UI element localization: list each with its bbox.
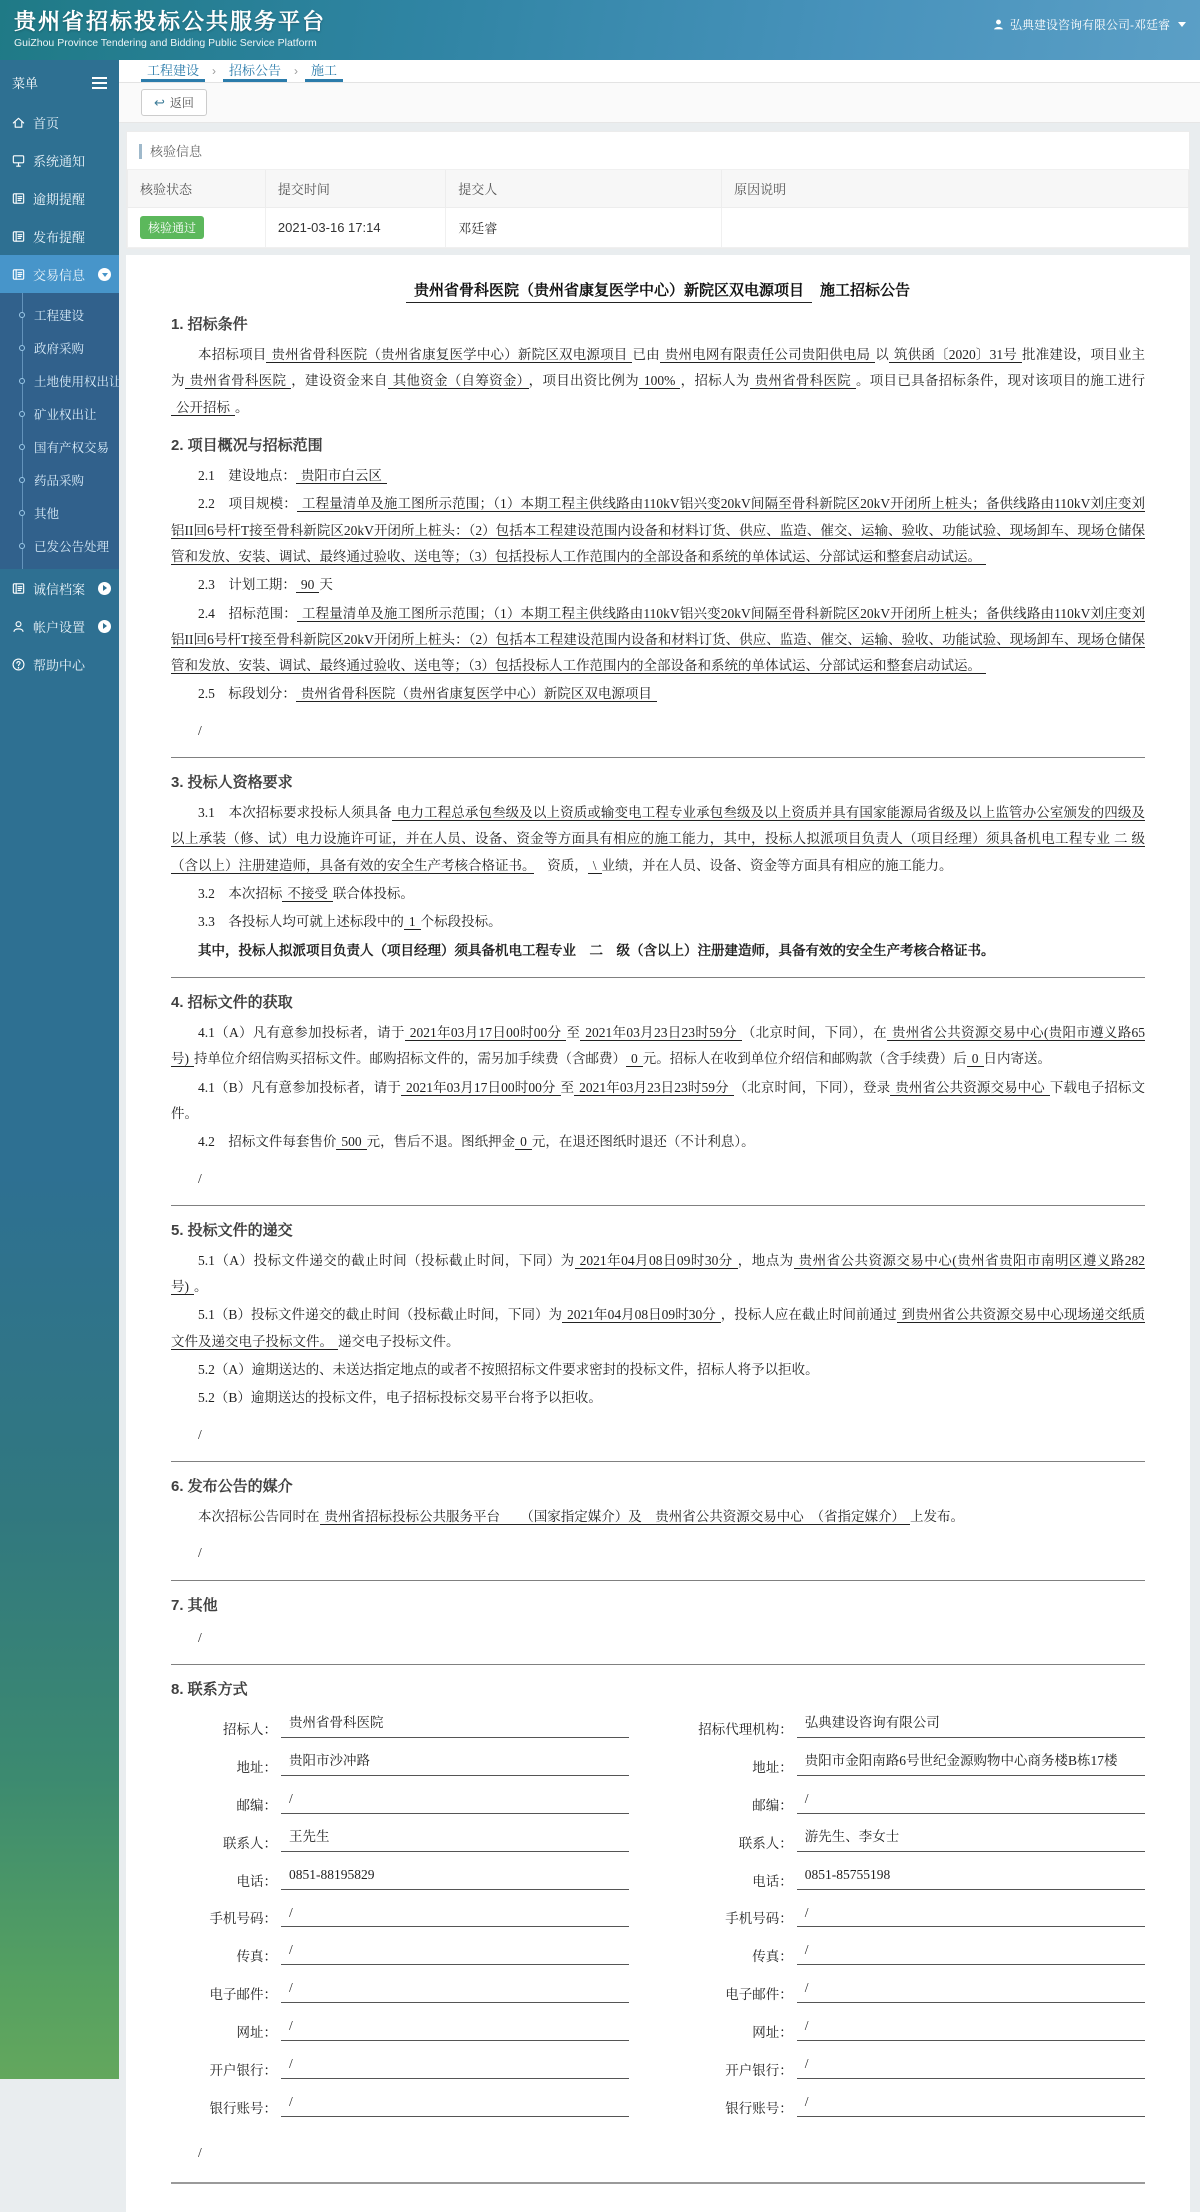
contact-value: / (797, 1903, 1145, 1928)
contact-row (697, 1978, 1145, 2003)
section-8 (171, 1678, 1145, 2184)
empty-slash: / (198, 1170, 202, 1186)
contact-row (181, 2054, 629, 2079)
contact-label: 传真： (236, 1949, 277, 1965)
app-subtitle: GuiZhou Province Tendering and Bidding Public Service Platform (14, 36, 317, 49)
contact-label: 传真： (752, 1949, 793, 1965)
paragraph (171, 1357, 1145, 1383)
text-run: 4.1（B）凡有意参加投标者，请于 (198, 1079, 401, 1095)
contact-value: / (281, 1789, 629, 1814)
sidebar-subitem-construction[interactable] (0, 298, 119, 331)
breadcrumb-item-1[interactable]: 工程建设 (141, 60, 205, 82)
blank-value: 2021年03月23日23时59分 (580, 1025, 742, 1041)
section-5 (171, 1219, 1145, 1462)
contact-row (697, 1789, 1145, 1814)
sidebar-item-publish-reminder[interactable] (0, 217, 119, 255)
contact-row (181, 1789, 629, 1814)
contact-label: 网址： (752, 2025, 793, 2041)
contact-value: / (281, 1978, 629, 2003)
sidebar-item-help-center[interactable] (0, 645, 119, 683)
paragraph (171, 909, 1145, 935)
contact-label: 联系人： (223, 1835, 277, 1851)
text-run: 2.2 项目规模： (198, 496, 297, 512)
text-run: 2.3 计划工期： (198, 577, 296, 593)
blank-value: 贵州省骨科医院 (750, 373, 856, 389)
contact-value: 王先生 (281, 1827, 629, 1852)
contact-row (181, 1903, 629, 1928)
contact-row (181, 2092, 629, 2117)
contact-label: 电子邮件： (209, 1987, 277, 2003)
text-run: ，投标人应在截止时间前通过 (720, 1307, 897, 1323)
back-icon: ↩ (154, 95, 165, 110)
bullet-icon (19, 444, 25, 450)
home-icon (11, 115, 26, 130)
blank-value: 贵州省招标投标公共服务平台 （国家指定媒介）及 贵州省公共资源交易中心 （省指定媒介） (320, 1509, 911, 1525)
contact-label: 地址： (752, 1759, 793, 1775)
blank-value: 工程量清单及施工图所示范围；（1）本期工程主供线路由110kV铝兴变20kV间隔至骨科新院区20kV开闭所上桩头；备供线路由110kV刘庄变刘铝II回6号杆T接至骨科新院区20kV开闭所上桩头：（2）包括本工程建设范围内设备和材料订货、供应、监造、催交、运输、验收、功能试验、现场卸车、现场仓储保管和发放、安装、调试、最终通过验收、送电等；（3）包括投标人工作范围内的全部设备和系统的单体试运、分部试运和整套启动试运。 (171, 605, 1146, 674)
text-run: 以 (875, 347, 889, 362)
blank-value: 100% (639, 373, 681, 389)
bullet-icon (19, 543, 25, 549)
blank-value: 0 (626, 1051, 643, 1067)
text-run: 持单位介绍信购买招标文件。邮购招标文件的，需另加手续费（含邮费） (194, 1051, 626, 1067)
chevron-down-icon (1178, 22, 1186, 27)
blank-value: 工程量清单及施工图所示范围；（1）本期工程主供线路由110kV铝兴变20kV间隔至骨科新院区20kV开闭所上桩头；备供线路由110kV刘庄变刘铝II回6号杆T接至骨科新院区20kV开闭所上桩头：（2）包括本工程建设范围内设备和材料订货、供应、监造、催交、运输、验收、功能试验、现场卸车、现场仓储保管和发放、安装、调试、最终通过验收、送电等；（3）包括投标人工作范围内的全部设备和系统的单体试运、分部试运和整套启动试运。 (171, 496, 1146, 564)
contact-label: 网址： (236, 2025, 277, 2041)
sidebar-item-label: 发布提醒 (33, 229, 86, 245)
sidebar-item-account-settings[interactable] (0, 607, 119, 645)
blank-value: 2021年04月08日09时30分 (562, 1307, 721, 1323)
paragraph (171, 1385, 1145, 1411)
contact-row (181, 1827, 629, 1852)
sidebar-item-label: 逾期提醒 (33, 191, 86, 207)
section-heading: 1. 招标条件 (171, 316, 248, 333)
verification-table (127, 170, 1189, 248)
contact-label: 邮编： (236, 1797, 277, 1813)
contact-label: 联系人： (738, 1835, 793, 1851)
contact-row (697, 2054, 1145, 2079)
blank-value: 90 (296, 577, 320, 593)
text-run: 其中，投标人拟派项目负责人（项目经理）须具备机电工程专业 二 级（含以上）注册建造师，具备有效的安全生产考核合格证书。 (198, 942, 995, 958)
text-run: 3.2 本次招标 (198, 886, 283, 901)
bullet-icon (19, 312, 25, 318)
paragraph (171, 601, 1145, 680)
paragraph (171, 342, 1145, 421)
document-body (171, 313, 1145, 2184)
doc-icon (11, 581, 26, 596)
blank-value: 贵州省公共资源交易中心(贵阳市遵义路65号) (171, 1024, 1146, 1067)
text-run: 个标段投标。 (420, 914, 502, 930)
section-divider (171, 977, 1145, 978)
sidebar-item-label: 帐户设置 (33, 619, 86, 635)
section-4 (171, 991, 1145, 1206)
sidebar-item-transaction-info[interactable] (0, 255, 119, 293)
section-heading: 5. 投标文件的递交 (171, 1221, 293, 1239)
bullet-icon (19, 477, 25, 483)
person-icon (11, 619, 26, 634)
submenu-item-label: 国有产权交易 (34, 440, 110, 455)
paragraph (171, 1504, 1145, 1530)
contact-label: 电话： (752, 1873, 793, 1889)
toolbar (119, 83, 1200, 123)
back-label: 返回 (169, 96, 194, 110)
paragraph (171, 1129, 1145, 1155)
contact-value: 贵阳市沙冲路 (281, 1751, 629, 1776)
breadcrumb-separator: › (294, 64, 299, 78)
sidebar-item-label: 系统通知 (33, 153, 86, 169)
section-6 (171, 1475, 1145, 1581)
paragraph (171, 938, 1145, 964)
blank-value: 贵州省公共资源交易中心 (890, 1080, 1050, 1096)
contact-row (697, 1827, 1145, 1852)
text-run: ，招标人为 (680, 373, 750, 389)
section-1 (171, 313, 1145, 421)
paragraph (171, 1302, 1145, 1355)
contact-row (181, 2016, 629, 2041)
contact-row (181, 1865, 629, 1890)
contact-label: 手机号码： (209, 1911, 277, 1927)
blank-value: 2021年03月17日00时00分 (401, 1080, 561, 1096)
verification-submitter-cell: 邓廷睿 (446, 208, 722, 248)
blank-value: 2021年03月23日23时59分 (574, 1080, 734, 1096)
contact-value: 贵州省骨科医院 (281, 1713, 629, 1738)
breadcrumb-item-2[interactable]: 招标公告 (223, 60, 287, 82)
contact-label: 手机号码： (725, 1911, 793, 1927)
text-run: 联合体投标。 (332, 886, 414, 901)
submenu-item-label: 矿业权出让 (34, 407, 97, 422)
contact-value: 0851-85755198 (797, 1865, 1145, 1890)
verification-header (127, 132, 1189, 170)
paragraph (171, 463, 1145, 489)
contact-value: / (797, 2054, 1145, 2079)
app-title: 贵州省招标投标公共服务平台 (14, 9, 327, 34)
text-run: （北京时间，下同），在 (741, 1024, 887, 1040)
verification-col-1: 核验状态 (128, 170, 266, 208)
contact-value: / (797, 2016, 1145, 2041)
blank-value: 筑供函〔2020〕31号 (889, 347, 1022, 363)
app-body (0, 60, 1200, 2161)
blank-value: 不接受 (282, 886, 333, 902)
status-badge: 核验通过 (140, 216, 204, 239)
chevron-right-icon (98, 582, 111, 595)
sidebar-subitem-published-notice-handling[interactable] (0, 529, 119, 562)
blank-value: 2021年04月08日09时30分 (575, 1253, 738, 1269)
paragraph (171, 1248, 1145, 1301)
paragraph (171, 681, 1145, 707)
text-run: 本次招标公告同时在 (198, 1509, 320, 1524)
text-run: 。 (235, 399, 249, 415)
contact-value: / (281, 1940, 629, 1965)
text-run: 5.1（B）投标文件递交的截止时间（投标截止时间，下同）为 (198, 1307, 563, 1323)
contact-col-agency (697, 1713, 1145, 2130)
empty-slash: / (198, 1629, 202, 1645)
section-7 (171, 1594, 1145, 1665)
section-heading: 7. 其他 (171, 1596, 218, 1614)
chevron-down-icon (98, 268, 111, 281)
blank-value: 1 (404, 914, 421, 930)
sidebar-subitem-drug-procurement[interactable] (0, 463, 119, 496)
text-run: 5.2（A）逾期送达的、未送达指定地点的或者不按照招标文件要求密封的投标文件，招标人将予以拒收。 (198, 1362, 819, 1378)
verification-col-3: 提交人 (446, 170, 722, 208)
section-2 (171, 434, 1145, 758)
verification-time-cell: 2021-03-16 17:14 (265, 208, 445, 248)
section-divider (171, 1664, 1145, 1665)
verification-panel (126, 131, 1190, 249)
section-divider (171, 1461, 1145, 1462)
sidebar-item-label: 帮助中心 (33, 657, 86, 673)
sidebar (0, 60, 122, 2079)
text-run: 至 (560, 1079, 575, 1095)
monitor-icon (11, 153, 26, 168)
brand (14, 8, 326, 49)
user-menu[interactable] (992, 16, 1186, 33)
text-run: 4.2 招标文件每套售价 (198, 1134, 337, 1150)
blank-value: 贵阳市白云区 (296, 468, 387, 484)
menu-label: 菜单 (12, 76, 39, 91)
back-button[interactable] (141, 89, 207, 116)
contact-value: / (797, 2092, 1145, 2117)
text-run: 2.4 招标范围： (198, 605, 297, 621)
sidebar-submenu (0, 293, 122, 569)
paragraph (171, 491, 1145, 570)
contact-label: 招标代理机构： (698, 1721, 793, 1737)
submenu-item-label: 药品采购 (34, 473, 85, 488)
blank-value: 其他资金（自筹资金） (388, 373, 529, 389)
verification-status-cell (128, 208, 266, 248)
contact-label: 银行账号： (725, 2101, 793, 2117)
text-run: 至 (566, 1024, 581, 1040)
contact-value: / (797, 1789, 1145, 1814)
empty-slash: / (198, 2145, 202, 2161)
sidebar-item-credit-archive[interactable] (0, 569, 119, 607)
contact-label: 邮编： (752, 1797, 793, 1813)
sidebar-item-system-notice[interactable] (0, 141, 119, 179)
sidebar-item-label: 交易信息 (33, 267, 86, 283)
contact-row (697, 1940, 1145, 1965)
verification-col-4: 原因说明 (722, 170, 1189, 208)
contact-row (697, 2092, 1145, 2117)
text-run: 元，在退还图纸时退还（不计利息）。 (531, 1134, 755, 1150)
contact-row (181, 1713, 629, 1738)
sidebar-subitem-state-owned-property[interactable] (0, 430, 119, 463)
verification-table-head (128, 170, 1189, 208)
blank-value: 500 (336, 1134, 366, 1150)
paragraph (171, 572, 1145, 598)
text-run: 递交电子投标文件。 (338, 1333, 460, 1349)
blank-value: 贵州电网有限责任公司贵阳供电局 (660, 347, 875, 363)
paragraph (171, 1020, 1145, 1073)
blank-value: 贵州省骨科医院（贵州省康复医学中心）新院区双电源项目 (296, 686, 657, 702)
blank-value: 电力工程总承包叁级及以上资质或输变电工程专业承包叁级及以上资质并具有国家能源局省级及以上监管办公室颁发的四级及以上承装（修、试）电力设施许可证，并在人员、设备、资金等方面具有相应的施工能力，其中，投标人拟派项目负责人（项目经理）须具备机电工程专业 二 级（含以上）注册建造师，具备有效的安全生产考核合格证书。 (171, 805, 1146, 873)
text-run: 2.5 标段划分： (198, 686, 296, 702)
doc-icon (11, 267, 26, 282)
contact-col-tenderer (181, 1713, 629, 2130)
contact-value: / (797, 1978, 1145, 2003)
document-title-project: 贵州省骨科医院（贵州省康复医学中心）新院区双电源项目 (406, 283, 812, 303)
submenu-item-label: 土地使用权出让 (34, 374, 122, 389)
text-run: 3.1 本次招标要求投标人须具备 (198, 805, 392, 821)
contact-grid (171, 1713, 1145, 2130)
blank-value: 贵州省骨科医院 (185, 373, 291, 389)
paragraph (171, 800, 1145, 879)
user-name: 弘典建设咨询有限公司-邓廷睿 (1010, 18, 1170, 32)
breadcrumb-separator: › (212, 64, 217, 78)
text-run: 日内寄送。 (983, 1051, 1051, 1067)
empty-slash: / (198, 722, 202, 738)
text-run: ，建设资金来自 (291, 373, 388, 389)
contact-row (181, 1940, 629, 1965)
section-heading: 2. 项目概况与招标范围 (171, 436, 323, 454)
bullet-icon (19, 510, 25, 516)
paragraph (171, 881, 1145, 907)
blank-value: 0 (515, 1134, 532, 1150)
text-run: （北京时间，下同），登录 (733, 1079, 891, 1095)
contact-value: / (281, 2016, 629, 2041)
text-run: ，地点为 (737, 1252, 794, 1268)
text-run: 元，售后不退。图纸押金 (366, 1134, 516, 1150)
text-run: 批准建设，项目业主为 (171, 347, 1146, 389)
text-run: 已由 (632, 347, 660, 362)
contact-value: / (797, 1940, 1145, 1965)
verification-col-2: 提交时间 (265, 170, 445, 208)
contact-label: 电话： (236, 1873, 277, 1889)
text-run: ，项目出资比例为 (528, 373, 639, 389)
user-icon (992, 18, 1005, 31)
section-divider (171, 757, 1145, 758)
empty-slash: / (198, 1426, 202, 1442)
document-title (171, 279, 1145, 300)
chevron-right-icon (98, 620, 111, 633)
contact-value: / (281, 1903, 629, 1928)
section-heading: 4. 招标文件的获取 (171, 993, 293, 1011)
text-run: 4.1（A）凡有意参加投标者，请于 (198, 1024, 405, 1040)
announcement-document (126, 255, 1190, 2212)
submenu-item-label: 工程建设 (34, 308, 85, 323)
contact-label: 地址： (236, 1759, 277, 1775)
sidebar-menu (0, 103, 122, 683)
contact-row (697, 1751, 1145, 1776)
sidebar-item-label: 诚信档案 (33, 581, 86, 597)
contact-value: / (281, 2092, 629, 2117)
text-run: 5.2（B）逾期送达的投标文件，电子招标投标交易平台将予以拒收。 (198, 1390, 602, 1406)
breadcrumb-item-3[interactable]: 施工 (305, 60, 343, 82)
text-run: 下载电子招标文件。 (171, 1079, 1146, 1121)
sidebar-item-home[interactable] (0, 103, 119, 141)
doc-icon (11, 191, 26, 206)
contact-value: / (281, 2054, 629, 2079)
main-area (119, 60, 1200, 2161)
text-run: 本招标项目 (198, 347, 267, 362)
section-heading: 6. 发布公告的媒介 (171, 1478, 293, 1495)
section-heading: 3. 投标人资格要求 (171, 774, 293, 792)
app-header (0, 0, 1200, 60)
text-run: 资质， (533, 857, 588, 873)
blank-value: 0 (967, 1051, 984, 1067)
blank-value: 贵州省公共资源交易中心(贵州省贵阳市南明区遵义路282号) (171, 1252, 1146, 1295)
contact-row (697, 1865, 1145, 1890)
text-run: 2.1 建设地点： (198, 467, 296, 483)
section-divider (171, 1205, 1145, 1206)
question-icon (11, 657, 26, 672)
section-divider (171, 2182, 1145, 2184)
text-run: 天 (319, 577, 333, 593)
verification-row (128, 208, 1189, 248)
blank-value: 到贵州省公共资源交易中心现场递交纸质文件及递交电子投标文件。 (171, 1307, 1146, 1349)
sidebar-header (0, 60, 119, 103)
text-run: 。项目已具备招标条件，现对该项目的施工进行 (856, 373, 1146, 389)
contact-value: 0851-88195829 (281, 1865, 629, 1890)
bullet-icon (19, 411, 25, 417)
verification-reason-cell (722, 208, 1189, 248)
sidebar-item-overdue-reminder[interactable] (0, 179, 119, 217)
verification-title: 核验信息 (139, 144, 202, 159)
blank-value: 公开招标 (171, 400, 235, 416)
sidebar-item-label: 首页 (33, 115, 60, 131)
contact-label: 开户银行： (209, 2063, 277, 2079)
contact-row (697, 1713, 1145, 1738)
sidebar-subitem-other[interactable] (0, 496, 119, 529)
sidebar-subitem-land-use-transfer[interactable] (0, 364, 122, 397)
text-run: 上发布。 (910, 1509, 964, 1524)
paragraph (171, 1075, 1145, 1128)
contact-row (181, 1978, 629, 2003)
text-run: 3.3 各投标人均可就上述标段中的 (198, 914, 404, 930)
section-3 (171, 771, 1145, 978)
sidebar-subitem-government-procurement[interactable] (0, 331, 119, 364)
doc-icon (11, 229, 26, 244)
contact-label: 银行账号： (209, 2101, 277, 2117)
submenu-item-label: 其他 (34, 506, 60, 521)
contact-label: 电子邮件： (725, 1987, 793, 2003)
text-run: 5.1（A）投标文件递交的截止时间（投标截止时间，下同）为 (198, 1252, 575, 1268)
hamburger-icon[interactable] (92, 77, 107, 89)
submenu-item-label: 政府采购 (34, 341, 85, 356)
bullet-icon (19, 378, 25, 384)
contact-value: 贵阳市金阳南路6号世纪金源购物中心商务楼B栋17楼 (797, 1751, 1145, 1776)
submenu-item-label: 已发公告处理 (34, 539, 110, 554)
contact-value: 弘典建设咨询有限公司 (797, 1713, 1145, 1738)
blank-value: \ (588, 858, 602, 874)
contact-row (697, 1903, 1145, 1928)
breadcrumb (119, 60, 1200, 83)
contact-row (181, 1751, 629, 1776)
text-run: 业绩，并在人员、设备、资金等方面具有相应的施工能力。 (601, 857, 953, 873)
contact-row (697, 2016, 1145, 2041)
blank-value: 2021年03月17日00时00分 (405, 1025, 567, 1041)
contact-label: 开户银行： (725, 2063, 793, 2079)
contact-value: 游先生、李女士 (797, 1827, 1145, 1852)
text-run: 元。招标人在收到单位介绍信和邮购款（含手续费）后 (642, 1051, 967, 1067)
document-title-suffix: 施工招标公告 (820, 283, 911, 299)
bullet-icon (19, 345, 25, 351)
section-divider (171, 1580, 1145, 1581)
empty-slash: / (198, 1545, 202, 1561)
contact-label: 招标人： (223, 1721, 277, 1737)
text-run: 。 (194, 1279, 208, 1295)
blank-value: 贵州省骨科医院（贵州省康复医学中心）新院区双电源项目 (266, 347, 632, 363)
section-heading: 8. 联系方式 (171, 1680, 248, 1698)
sidebar-subitem-mining-rights-transfer[interactable] (0, 397, 119, 430)
